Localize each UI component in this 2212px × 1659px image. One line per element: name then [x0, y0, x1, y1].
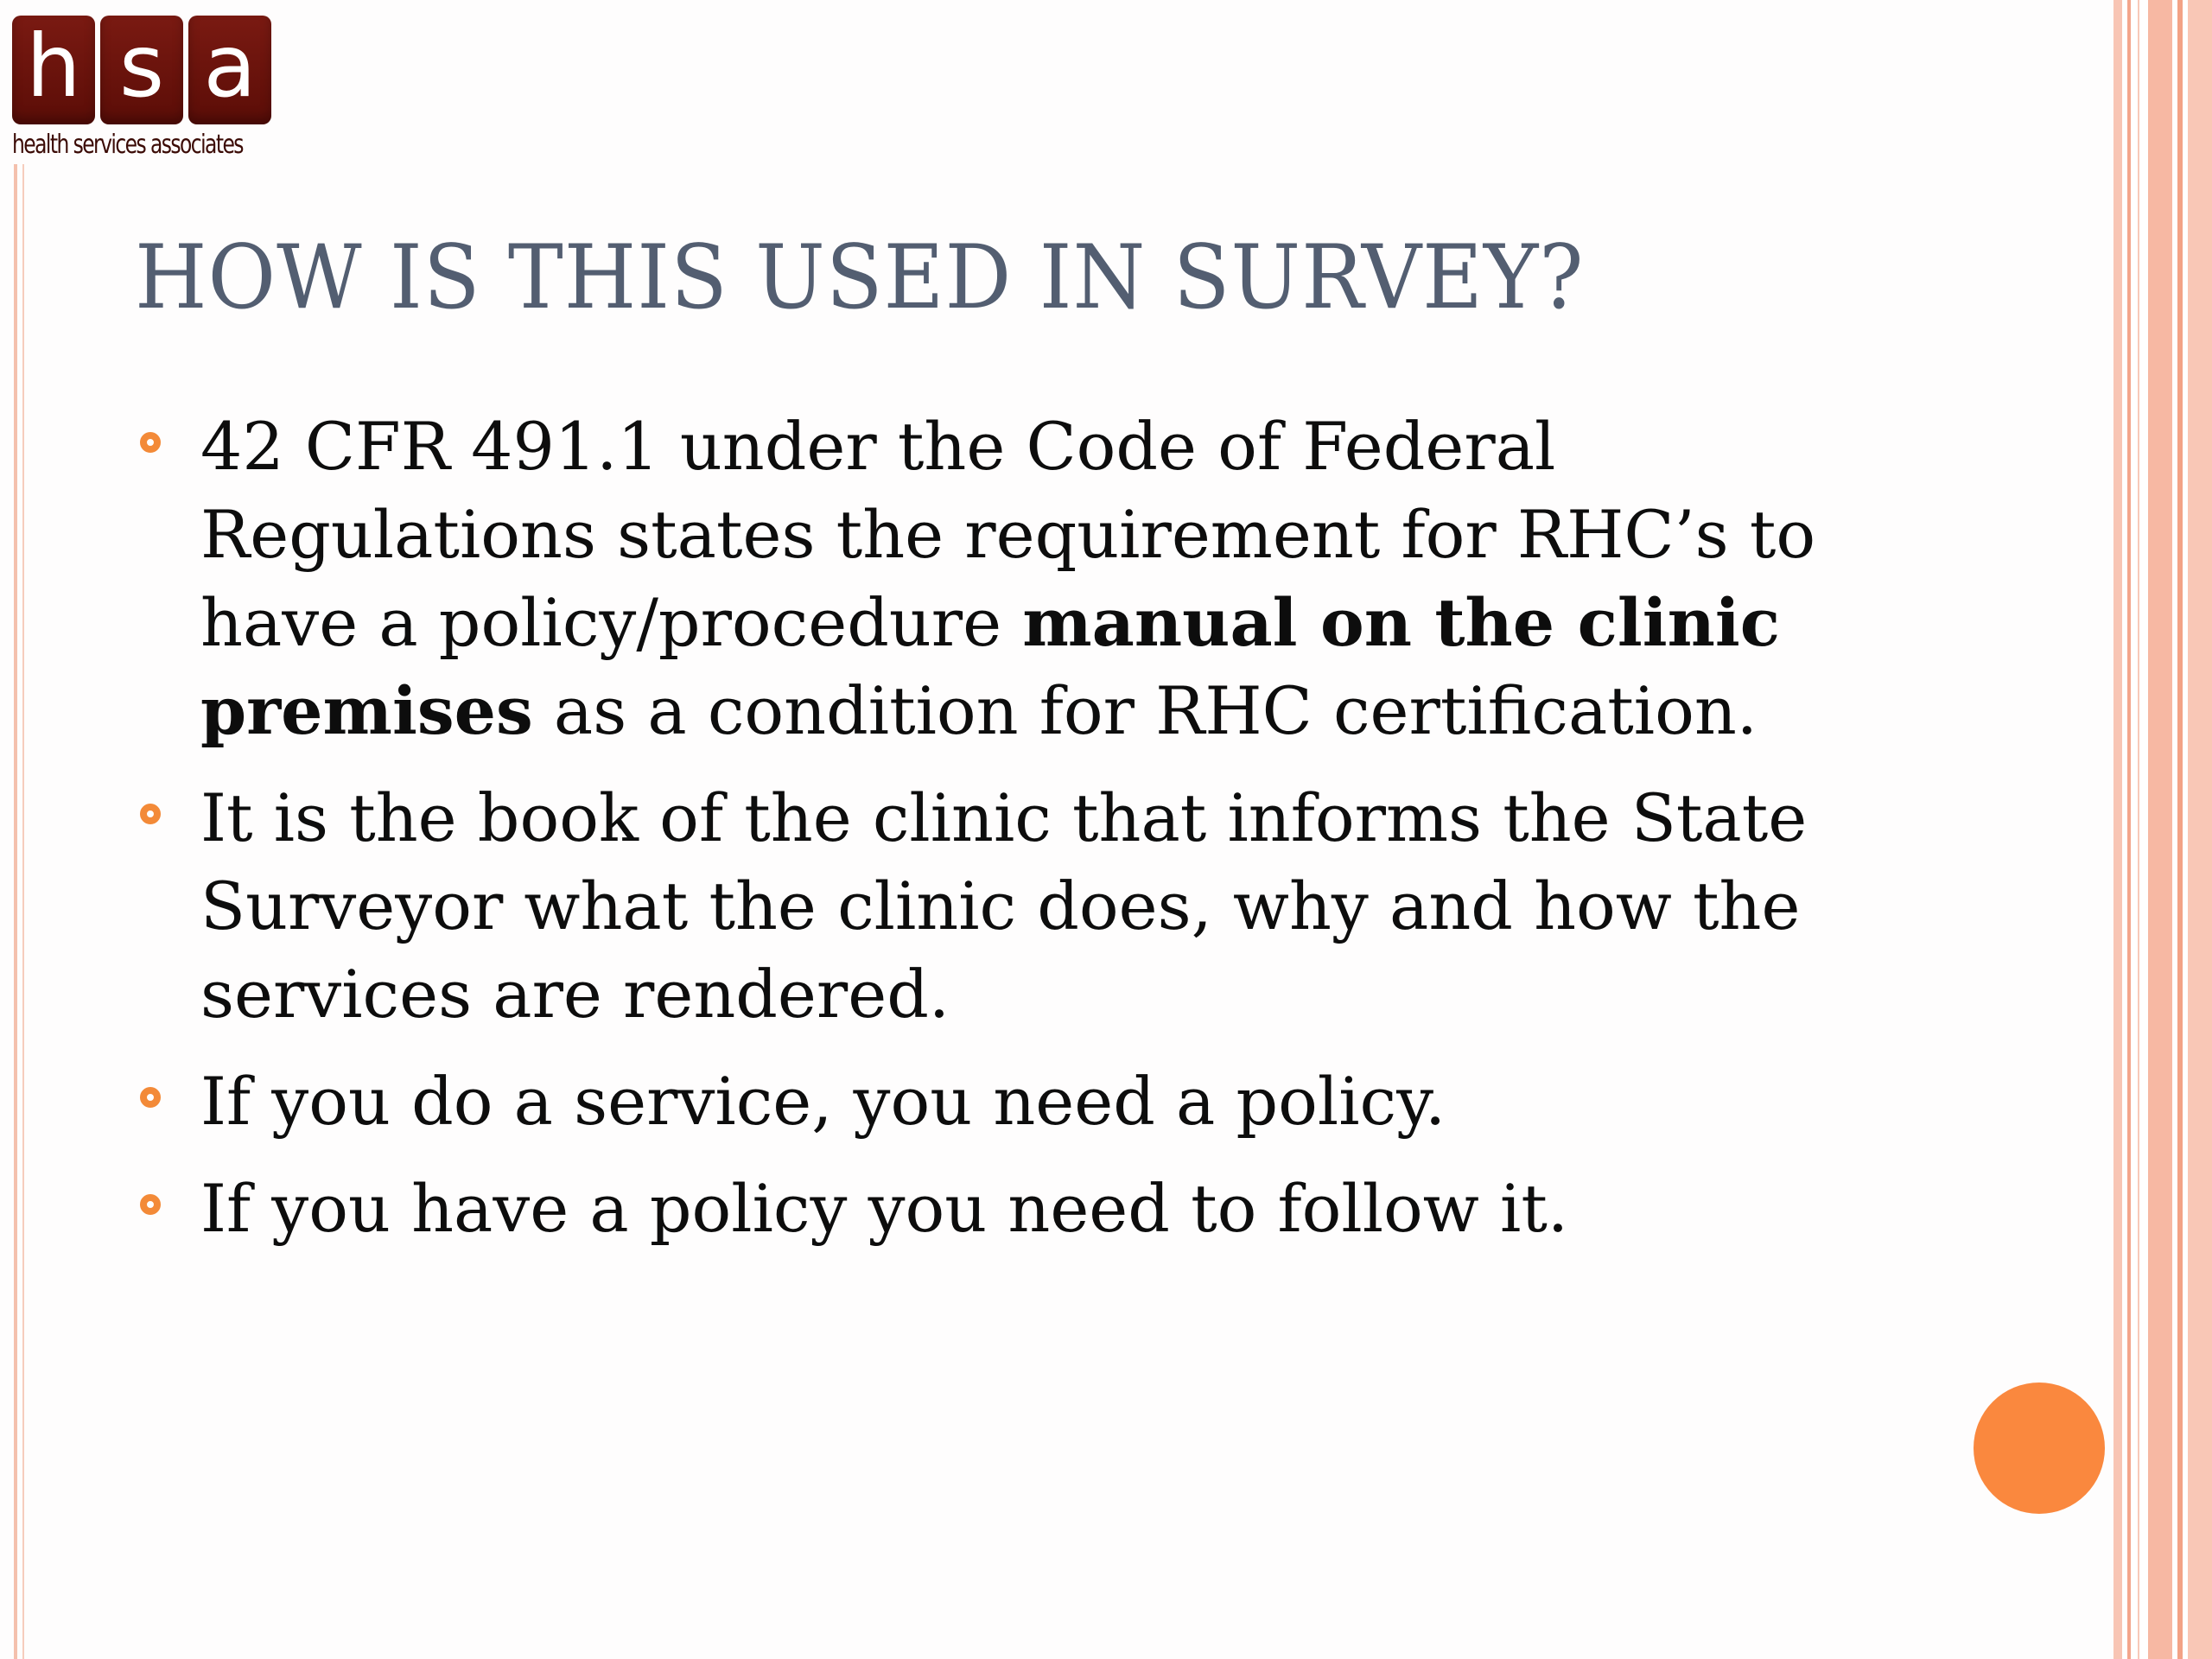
bullet-ring-icon — [140, 804, 161, 824]
bullet-text-bold: manual on the clinic premises — [200, 584, 1781, 749]
bullet-ring-icon — [140, 432, 161, 453]
right-stripe — [2177, 0, 2183, 1659]
right-stripe — [2138, 0, 2139, 1659]
right-stripe — [2127, 0, 2131, 1659]
slide-title: HOW IS THIS USED IN SURVEY? — [135, 226, 1585, 329]
bullet-text — [200, 1063, 1446, 1140]
hsa-logo — [12, 16, 271, 162]
bullet-list — [135, 403, 1880, 1272]
right-stripe — [2148, 0, 2172, 1659]
bullet-item — [135, 1165, 1880, 1253]
orange-circle-decoration — [1974, 1382, 2105, 1514]
left-decorative-stripe — [14, 164, 17, 1659]
bullet-item — [135, 1058, 1880, 1146]
right-stripe — [2188, 0, 2212, 1659]
logo-tile-a: a — [188, 16, 271, 124]
bullet-text-segment: If you have a policy you need to follow it. — [200, 1170, 1569, 1247]
bullet-text-segment: If you do a service, you need a policy. — [200, 1063, 1446, 1140]
bullet-ring-icon — [140, 1087, 161, 1108]
logo-caption: health services associates — [12, 130, 243, 160]
logo-tile-s: s — [100, 16, 183, 124]
bullet-text-segment: 42 CFR 491.1 under the Code of Federal Regulations states the requirement for RHC’s to have a policy/procedure — [200, 408, 1816, 661]
bullet-text — [200, 779, 1807, 1033]
bullet-item — [135, 403, 1880, 755]
bullet-item — [135, 774, 1880, 1039]
logo-tile-h: h — [12, 16, 95, 124]
left-decorative-stripe-thin — [22, 164, 24, 1659]
bullet-text — [200, 1170, 1568, 1247]
bullet-text-segment: as a condition for RHC certification. — [532, 672, 1758, 749]
right-stripe — [2113, 0, 2122, 1659]
bullet-text — [200, 408, 1815, 749]
bullet-ring-icon — [140, 1194, 161, 1215]
bullet-text-segment: It is the book of the clinic that informs the State Surveyor what the clinic does, why and how the services are rendered. — [200, 779, 1808, 1033]
